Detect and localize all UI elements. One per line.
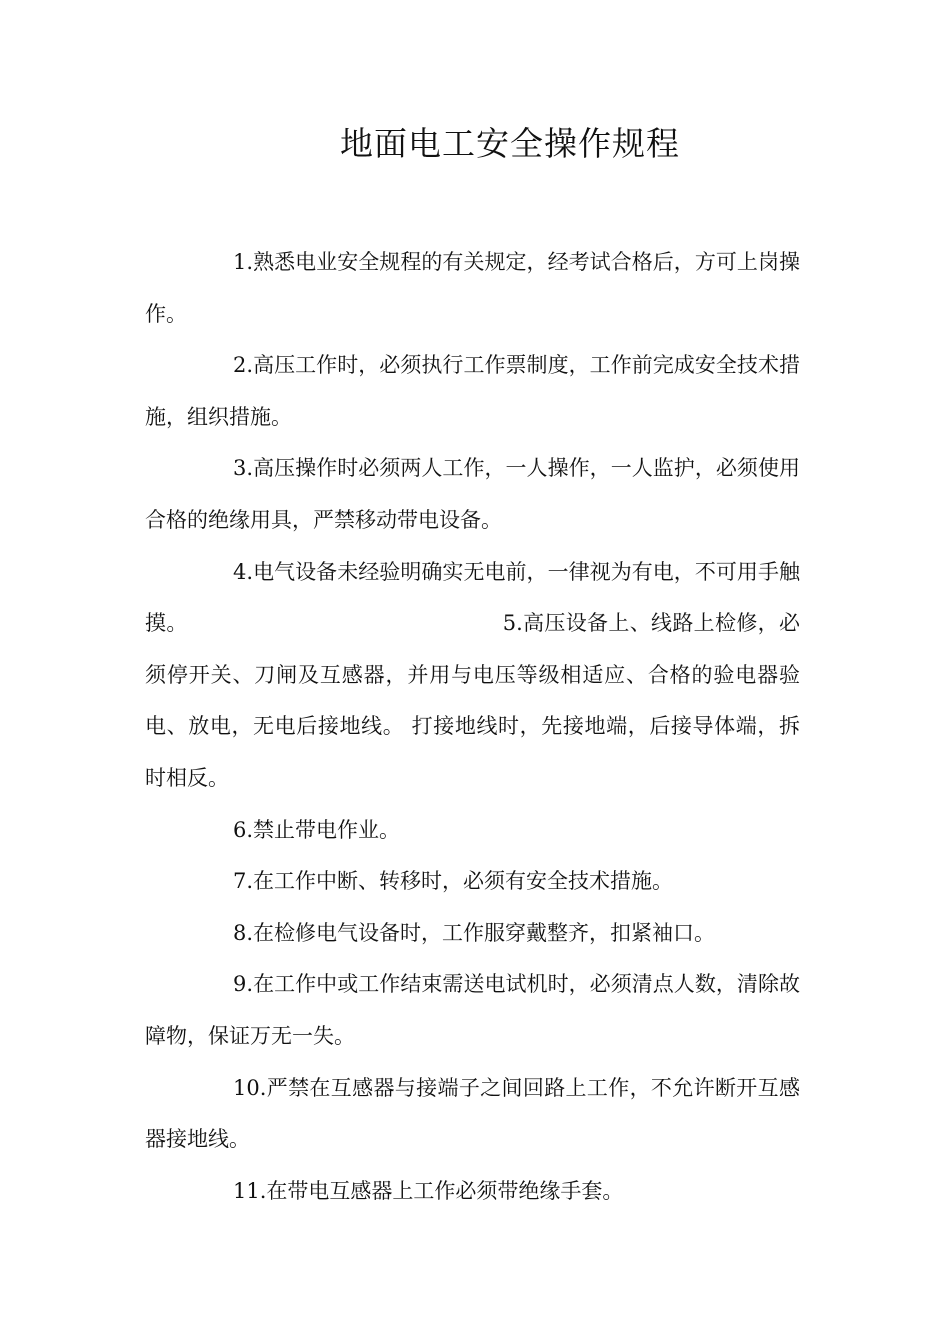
paragraph-11: 11.在带电互感器上工作必须带绝缘手套。 xyxy=(233,1178,624,1203)
paragraph-9: 9.在工作中或工作结束需送电试机时，必须清点人数，清除故障物，保证万无一失。 xyxy=(145,972,800,1048)
paragraph-3: 3.高压操作时必须两人工作，一人操作，一人监护，必须使用合格的绝缘用具，严禁移动带电设备。 xyxy=(145,456,800,532)
paragraph-8: 8.在检修电气设备时，工作服穿戴整齐，扣紧袖口。 xyxy=(233,920,716,945)
paragraph-6: 6.禁止带电作业。 xyxy=(233,817,401,842)
document-body xyxy=(145,237,800,1217)
paragraph-10: 10.严禁在互感器与接端子之间回路上工作，不允许断开互感器接地线。 xyxy=(145,1075,800,1152)
paragraph-4-5: 4.电气设备未经验明确实无电前，一律视为有电，不可用手触摸。 5.高压设备上、线路上检修，必须停开关、刀闸及互感器，并用与电压等级相适应、合格的验电器验电、放电，无电后接地线。 打接地线时，先接地端，后接导体端，拆时相反。 xyxy=(145,559,800,790)
paragraph-7: 7.在工作中断、转移时，必须有安全技术措施。 xyxy=(233,869,674,894)
paragraph-1: 1.熟悉电业安全规程的有关规定，经考试合格后，方可上岗操作。 xyxy=(145,250,800,326)
document-title: 地面电工安全操作规程 xyxy=(340,124,680,163)
paragraph-2: 2.高压工作时，必须执行工作票制度，工作前完成安全技术措施，组织措施。 xyxy=(145,353,800,429)
